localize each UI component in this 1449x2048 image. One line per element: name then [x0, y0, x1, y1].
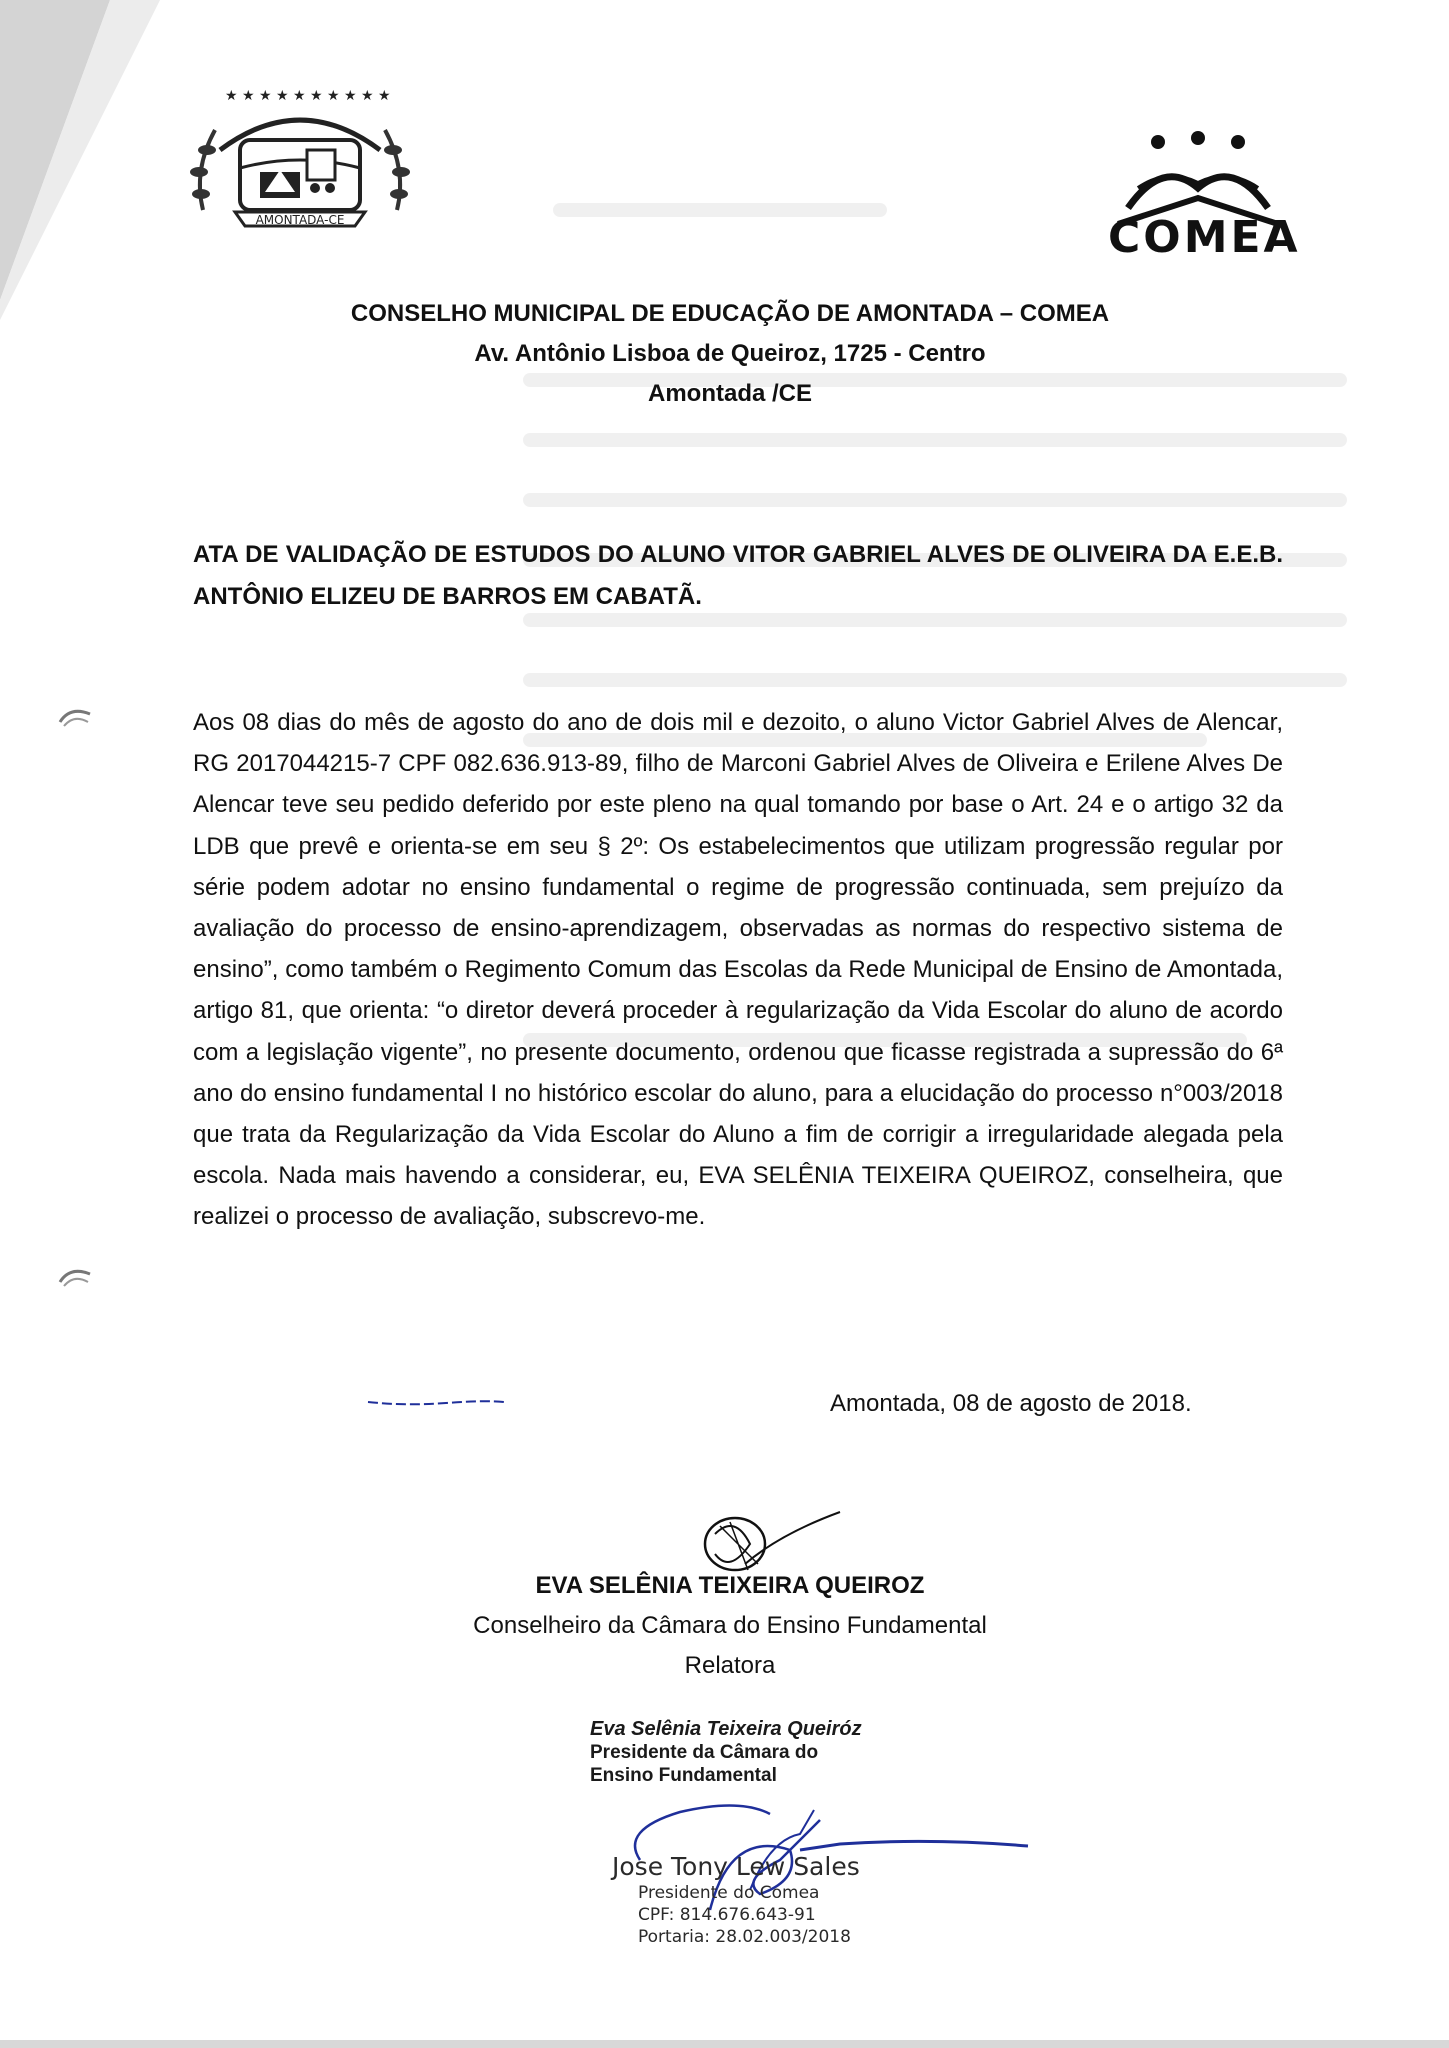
signer-role: Conselheiro da Câmara do Ensino Fundamental [473, 1612, 987, 1639]
stamp-jose-portaria: Portaria: 28.02.003/2018 [638, 1927, 851, 1947]
signer-function: Relatora [684, 1652, 776, 1679]
stamp-eva [590, 1718, 910, 1787]
signature-block [380, 1566, 1080, 1686]
document-title: ATA DE VALIDAÇÃO DE ESTUDOS DO ALUNO VITOR GABRIEL ALVES DE OLIVEIRA DA E.E.B. ANTÔNIO ELIZEU DE BARROS EM CABATÃ. [193, 541, 1283, 610]
svg-text:★ ★ ★ ★ ★ ★ ★ ★ ★ ★: ★ ★ ★ ★ ★ ★ ★ ★ ★ ★ [225, 88, 391, 104]
org-city: Amontada /CE [647, 380, 812, 407]
stamp-eva-line1: Presidente da Câmara do [590, 1742, 819, 1763]
stamp-jose-cpf: CPF: 814.676.643-91 [638, 1905, 816, 1925]
pen-stroke-mark [366, 1396, 506, 1410]
crest-label: AMONTADA-CE [255, 213, 345, 227]
org-address: Av. Antônio Lisboa de Queiroz, 1725 - Centro [474, 340, 986, 367]
punch-hole-mark [56, 1260, 96, 1300]
comea-logo-text: COMEA [1108, 212, 1301, 263]
institution-header [200, 294, 1260, 414]
document-body: Aos 08 dias do mês de agosto do ano de dois mil e dezoito, o aluno Victor Gabriel Alves de Alencar, RG 2017044215-7 CPF 082.636.913-89, filho de Marconi Gabriel Alves de Oliveira e Erilene Alves De Alencar teve seu pedido deferido por este pleno na qual tomando por base o Art. 24 e o artigo 32 da LDB que prevê e orienta-se em seu § 2º: Os estabelecimentos que utilizam progressão regular por série podem adotar no ensino fundamental o regime de progressão continuada, sem prejuízo da avaliação do processo de ensino-aprendizagem, observadas as normas do respectivo sistema de ensino”, como também o Regimento Comum das Escolas da Rede Municipal de Ensino de Amontada, artigo 81, que orienta: “o diretor deverá proceder à regularização da Vida Escolar do aluno de acordo com a legislação vigente”, no presente documento, ordenou que ficasse registrada a supressão do 6ª ano do ensino fundamental I no histórico escolar do aluno, para a elucidação do processo n°003/2018 que trata da Regularização da Vida Escolar do Aluno a fim de corrigir a irregularidade alegada pela escola. Nada mais havendo a considerar, eu, EVA SELÊNIA TEIXEIRA QUEIROZ, conselheira, que realizei o processo de avaliação, subscrevo-me. [193, 709, 1283, 1231]
scan-shadow-corner [0, 0, 160, 320]
org-name: CONSELHO MUNICIPAL DE EDUCAÇÃO DE AMONTADA – COMEA [350, 300, 1110, 327]
scan-bottom-edge [0, 2040, 1449, 2048]
place-date: Amontada, 08 de agosto de 2018. [830, 1390, 1192, 1417]
municipal-crest-icon [185, 80, 415, 230]
stamp-eva-name: Eva Selênia Teixeira Queiróz [590, 1718, 862, 1740]
punch-hole-mark [56, 700, 96, 740]
stamp-jose [612, 1852, 912, 1948]
stamp-eva-line2: Ensino Fundamental [590, 1765, 777, 1786]
signer-name: EVA SELÊNIA TEIXEIRA QUEIROZ [535, 1572, 925, 1599]
stamp-jose-title: Presidente do Comea [638, 1883, 820, 1903]
stamp-jose-name: Jose Tony Lew Sales [612, 1852, 860, 1881]
